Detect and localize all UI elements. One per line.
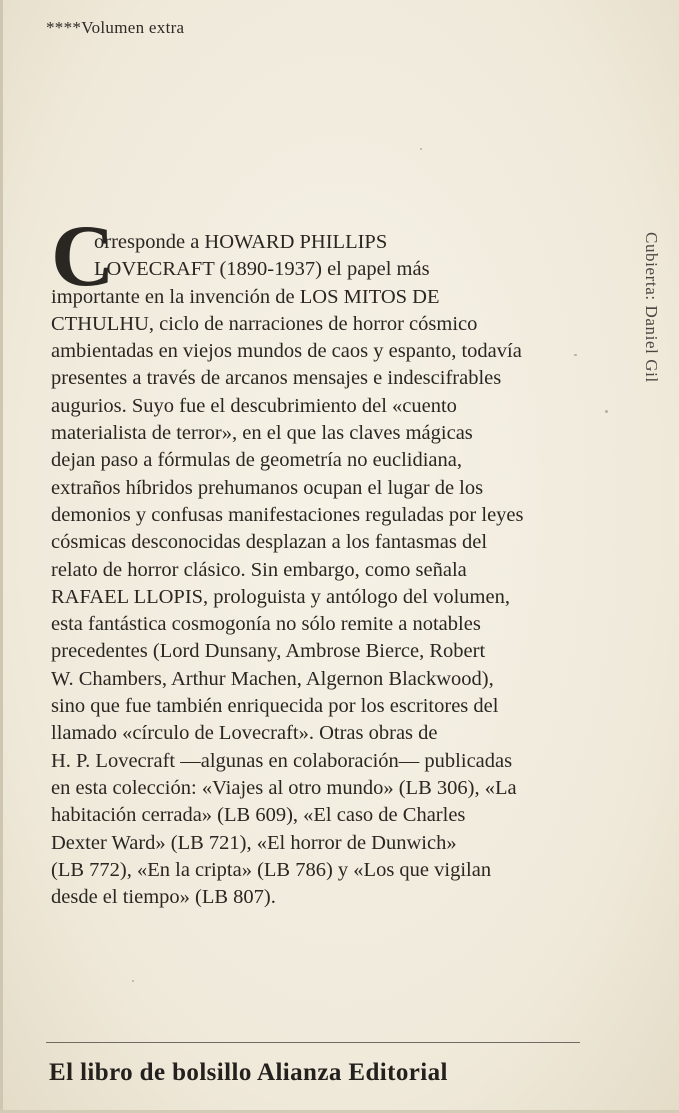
synopsis-line: relato de horror clásico. Sin embargo, como señala — [51, 558, 467, 581]
cover-credit — [615, 228, 675, 418]
synopsis-line: cósmicas desconocidas desplazan a los fantasmas del — [51, 531, 488, 554]
synopsis-line: importante en la invención de LOS MITOS DE — [51, 285, 440, 308]
synopsis-line: (LB 772), «En la cripta» (LB 786) y «Los que vigilan — [51, 858, 492, 881]
synopsis-line: dejan paso a fórmulas de geometría no euclidiana, — [51, 449, 462, 472]
publisher-imprint: El libro de bolsillo Alianza Editorial — [49, 1059, 448, 1086]
synopsis-text — [51, 229, 581, 911]
paper-speck — [574, 354, 577, 356]
paper-speck — [132, 980, 134, 982]
synopsis-line: RAFAEL LLOPIS, prologuista y antólogo del volumen, — [51, 585, 510, 608]
cover-credit-text: Cubierta: Daniel Gil — [642, 232, 661, 383]
synopsis-line: en esta colección: «Viajes al otro mundo» (LB 306), «La — [51, 776, 517, 799]
synopsis-line: LOVECRAFT (1890-1937) el papel más — [94, 258, 430, 281]
synopsis-line: H. P. Lovecraft —algunas en colaboración— publicadas — [51, 749, 513, 772]
synopsis-line: demonios y confusas manifestaciones reguladas por leyes — [51, 503, 524, 526]
paper-speck — [420, 148, 422, 150]
synopsis-line: desde el tiempo» (LB 807). — [51, 886, 276, 909]
synopsis-line: extraños híbridos prehumanos ocupan el lugar de los — [51, 476, 484, 499]
synopsis-line: habitación cerrada» (LB 609), «El caso de Charles — [51, 804, 466, 827]
synopsis-line: esta fantástica cosmogonía no sólo remite a notables — [51, 613, 481, 636]
synopsis-line: materialista de terror», en el que las claves mágicas — [51, 422, 473, 445]
synopsis-line: CTHULHU, ciclo de narraciones de horror cósmico — [51, 312, 478, 335]
synopsis-line: presentes a través de arcanos mensajes e indescifrables — [51, 367, 502, 390]
page-edge-left — [0, 0, 3, 1113]
synopsis-line: sino que fue también enriquecida por los escritores del — [51, 695, 499, 718]
synopsis-line: ambientadas en viejos mundos de caos y espanto, todavía — [51, 340, 522, 363]
drop-cap: C — [51, 208, 115, 305]
synopsis-line: Dexter Ward» (LB 721), «El horror de Dunwich» — [51, 831, 457, 854]
synopsis-line: W. Chambers, Arthur Machen, Algernon Blackwood), — [51, 667, 494, 690]
synopsis-line: orresponde a HOWARD PHILLIPS — [94, 231, 388, 253]
synopsis-line: augurios. Suyo fue el descubrimiento del «cuento — [51, 394, 457, 417]
paper-speck — [605, 410, 608, 413]
footer-divider — [46, 1042, 580, 1043]
synopsis-line: precedentes (Lord Dunsany, Ambrose Bierce, Robert — [51, 640, 486, 663]
series-label: ****Volumen extra — [46, 18, 185, 37]
synopsis-line: llamado «círculo de Lovecraft». Otras obras de — [51, 722, 438, 745]
